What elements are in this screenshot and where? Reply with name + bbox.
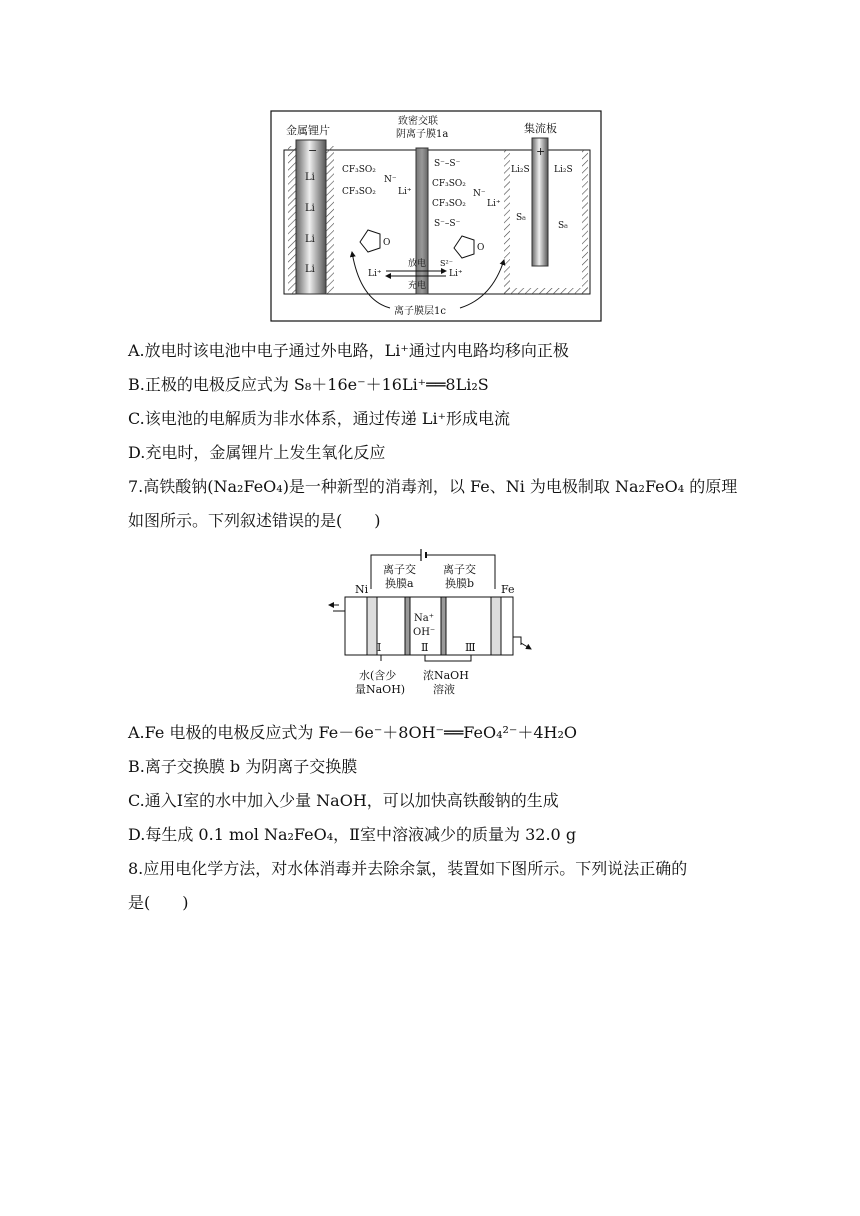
li-plus-1: Li⁺ [398, 187, 412, 197]
cf3so2-1: CF₃SO₂ [342, 165, 376, 175]
q7-stem-line1: 7.高铁酸钠(Na₂FeO₄)是一种新型的消毒剂，以 Fe、Ni 为电极制取 Na₂FeO₄ 的原理 [128, 477, 738, 496]
q6-option-d: D.充电时，金属锂片上发生氧化反应 [128, 443, 386, 462]
naoh-label-1: 浓NaOH [423, 669, 469, 682]
cf3so2-3: CF₃SO₂ [432, 179, 466, 189]
inlet-pipe [333, 597, 345, 611]
membrane-a [405, 597, 410, 655]
membrane-1a [416, 148, 428, 294]
collector-label: 集流板 [524, 122, 557, 135]
li-s-battery-diagram [270, 110, 602, 322]
plus-sign: + [536, 145, 546, 158]
cathode-hatch-left [504, 150, 510, 294]
li-label-4: Li [305, 264, 315, 275]
room-3: Ⅲ [465, 641, 476, 654]
left-wall-inner [326, 146, 334, 294]
q6-option-b: B.正极的电极反应式为 S₈＋16e⁻＋16Li⁺══8Li₂S [128, 375, 489, 394]
li-plus-2: Li⁺ [487, 199, 501, 209]
q6-option-c: C.该电池的电解质为非水体系，通过传递 Li⁺形成电流 [128, 409, 511, 428]
left-wall [288, 146, 296, 294]
cathode-hatch-bottom [504, 288, 588, 294]
membrane-label-2: 阴离子膜1a [396, 129, 449, 140]
minus-sign: − [308, 144, 318, 157]
fe-electrode [491, 597, 501, 655]
q7-stem-line2: 如图所示。下列叙述错误的是( ) [128, 511, 381, 530]
q7-option-c: C.通入Ⅰ室的水中加入少量 NaOH，可以加快高铁酸钠的生成 [128, 791, 559, 810]
li-sheet-label: 金属锂片 [286, 124, 330, 137]
q8-stem-line1: 8.应用电化学方法，对水体消毒并去除余氯，装置如下图所示。下列说法正确的 [128, 859, 688, 878]
charge-label: 充电 [408, 281, 427, 291]
membrane-b [441, 597, 446, 655]
li2s-right: Li₂S [554, 165, 573, 175]
li-plus-right: Li⁺ [449, 269, 463, 279]
cf3so2-2: CF₃SO₂ [342, 187, 376, 197]
o-label-1: O [383, 238, 391, 248]
room-1: Ⅰ [377, 641, 382, 654]
n-minus-1: N⁻ [384, 175, 397, 185]
water-label-2: 量NaOH) [355, 683, 406, 696]
discharge-label: 放电 [408, 259, 427, 269]
cf3so2-4: CF₃SO₂ [432, 199, 466, 209]
q6-option-a: A.放电时该电池中电子通过外电路，Li⁺通过内电路均移向正极 [128, 341, 569, 360]
membrane-a-label-1: 离子交 [383, 563, 416, 576]
membrane-a-label-2: 换膜a [385, 577, 414, 590]
s8-left: S₈ [516, 213, 526, 223]
q7-option-a: A.Fe 电极的电极反应式为 Fe－6e⁻＋8OH⁻══FeO₄²⁻＋4H₂O [128, 723, 578, 742]
ss-top: S⁻–S⁻ [434, 159, 461, 169]
li-label-3: Li [305, 234, 315, 245]
naoh-bracket [425, 655, 471, 661]
q7-option-b: B.离子交换膜 b 为阴离子交换膜 [128, 757, 358, 776]
q7-option-d: D.每生成 0.1 mol Na₂FeO₄，Ⅱ室中溶液减少的质量为 32.0 g [128, 825, 577, 844]
oh-minus: OH⁻ [413, 627, 436, 638]
membrane-b-label-1: 离子交 [443, 563, 476, 576]
outlet-arrow [521, 643, 531, 649]
naoh-label-2: 溶液 [433, 683, 455, 696]
cathode-hatch-right [582, 150, 588, 294]
fe-label: Fe [501, 583, 515, 596]
electrolysis-cell-diagram [325, 545, 535, 703]
room-2: Ⅱ [421, 641, 429, 654]
ni-label: Ni [355, 583, 369, 596]
water-label-1: 水(含少 [359, 669, 397, 682]
li2s-left: Li₂S [511, 165, 530, 175]
membrane-label-1: 致密交联 [398, 116, 438, 127]
membrane-b-label-2: 换膜b [445, 577, 475, 590]
li-label-1: Li [305, 172, 315, 183]
na-plus: Na⁺ [414, 613, 434, 624]
o-label-2: O [477, 243, 485, 253]
li-plus-left: Li⁺ [368, 269, 382, 279]
ss-mid: S⁻–S⁻ [434, 219, 461, 229]
s2-minus: S²⁻ [440, 259, 453, 268]
li-label-2: Li [305, 203, 315, 214]
outlet-pipe [513, 637, 521, 645]
q8-stem-line2: 是( ) [128, 893, 189, 912]
ion-layer-label: 离子膜层1c [394, 306, 446, 317]
ni-electrode [367, 597, 377, 655]
s8-right: S₈ [558, 221, 568, 231]
n-minus-2: N⁻ [473, 189, 486, 199]
